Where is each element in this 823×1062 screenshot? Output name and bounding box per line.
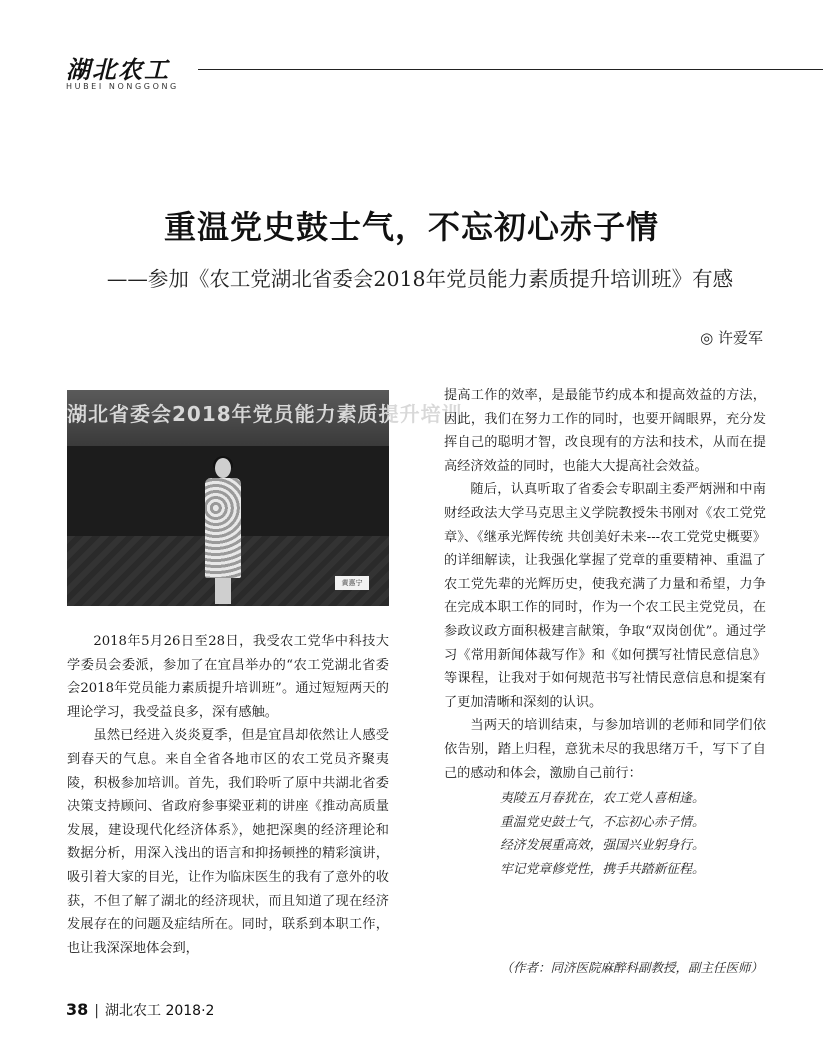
right-column [444,384,766,881]
photo-person-legs [215,578,231,604]
paragraph: 随后，认真听取了省委会专职副主委严炳洲和中南财经政法大学马克思主义学院教授朱书刚对《农工党党章》、《继承光辉传统 共创美好未来---农工党党史概要》的详细解读，让我强化掌握了党章的重要精神、重温了农工党先辈的光辉历史，使我充满了力量和希望，力争在完成本职工作的同时，作为一个农工民主党党员，在参政议政方面积极建言献策，争取“双岗创优”。通过学习《常用新闻体裁写作》和《如何撰写社情民意信息》等课程，让我对于如何规范书写社情民意信息和提案有了更加清晰和深刻的认识。 [444,482,766,710]
poem-line: 夷陵五月春犹在，农工党人喜相逢。 [500,791,705,807]
page-footer [66,1000,214,1020]
photo-person [203,458,243,606]
masthead-logo: 湖北农工 [66,56,170,84]
photo-banner [67,390,463,446]
footer-separator: | [94,1003,99,1019]
author-byline: （作者：同济医院麻醉科副教授，副主任医师） [500,960,763,975]
poem-line: 牢记党章修党性，携手共踏新征程。 [500,861,705,877]
left-column [67,630,389,960]
poem-line: 经济发展重高效，强国兴业躬身行。 [500,838,705,854]
page-number: 38 [66,1000,89,1019]
photo-person-head [215,458,231,478]
masthead-rule [198,69,823,70]
poem-line: 重温党史鼓士气，不忘初心赤子情。 [500,814,705,830]
footer-journal: 湖北农工 [104,1003,161,1019]
paragraph: 2018年5月26日至28日，我受农工党华中科技大学委员会委派，参加了在宜昌举办的“农工党湖北省委会2018年党员能力素质提升培训班”。通过短短两天的理论学习，我受益良多，深有感触。 [67,634,389,720]
article-photo [67,390,463,606]
article-author: ◎ 许爱军 [700,329,763,347]
photo-banner-text: 湖北省委会2018年党员能力素质提升培训 [67,402,463,426]
footer-issue: 2018·2 [165,1003,215,1019]
photo-nameplate: 黄惠宁 [335,576,369,590]
photo-person-dress [205,478,241,578]
paragraph: 当两天的培训结束，与参加培训的老师和同学们依依告别，踏上归程，意犹未尽的我思绪万千，写下了自己的感动和体会，激励自己前行： [444,718,766,781]
article-title: 重温党史鼓士气，不忘初心赤子情 [163,208,659,246]
paragraph: 虽然已经进入炎炎夏季，但是宜昌却依然让人感受到春天的气息。来自全省各地市区的农工党员齐聚夷陵，积极参加培训。首先，我们聆听了原中共湖北省委决策支持顾问、省政府参事梁亚莉的讲座《推动高质量发展，建设现代化经济体系》，她把深奥的经济理论和数据分析，用深入浅出的语言和抑扬顿挫的精彩演讲，吸引着大家的目光，让作为临床医生的我有了意外的收获，不但了解了湖北的经济现状，而且知道了现在经济发展存在的问题及症结所在。同时，联系到本职工作，也让我深深地体会到， [67,728,389,956]
article-subtitle: ——参加《农工党湖北省委会2018年党员能力素质提升培训班》有感 [106,267,734,291]
paragraph-continued: 提高工作的效率，是最能节约成本和提高效益的方法，因此，我们在努力工作的同时，也要开阔眼界，充分发挥自己的聪明才智，改良现有的方法和技术，从而在提高经济效益的同时，也能大大提高社会效益。 [444,388,766,474]
poem [444,787,766,881]
masthead-subtitle: HUBEI NONGGONG [66,82,179,91]
